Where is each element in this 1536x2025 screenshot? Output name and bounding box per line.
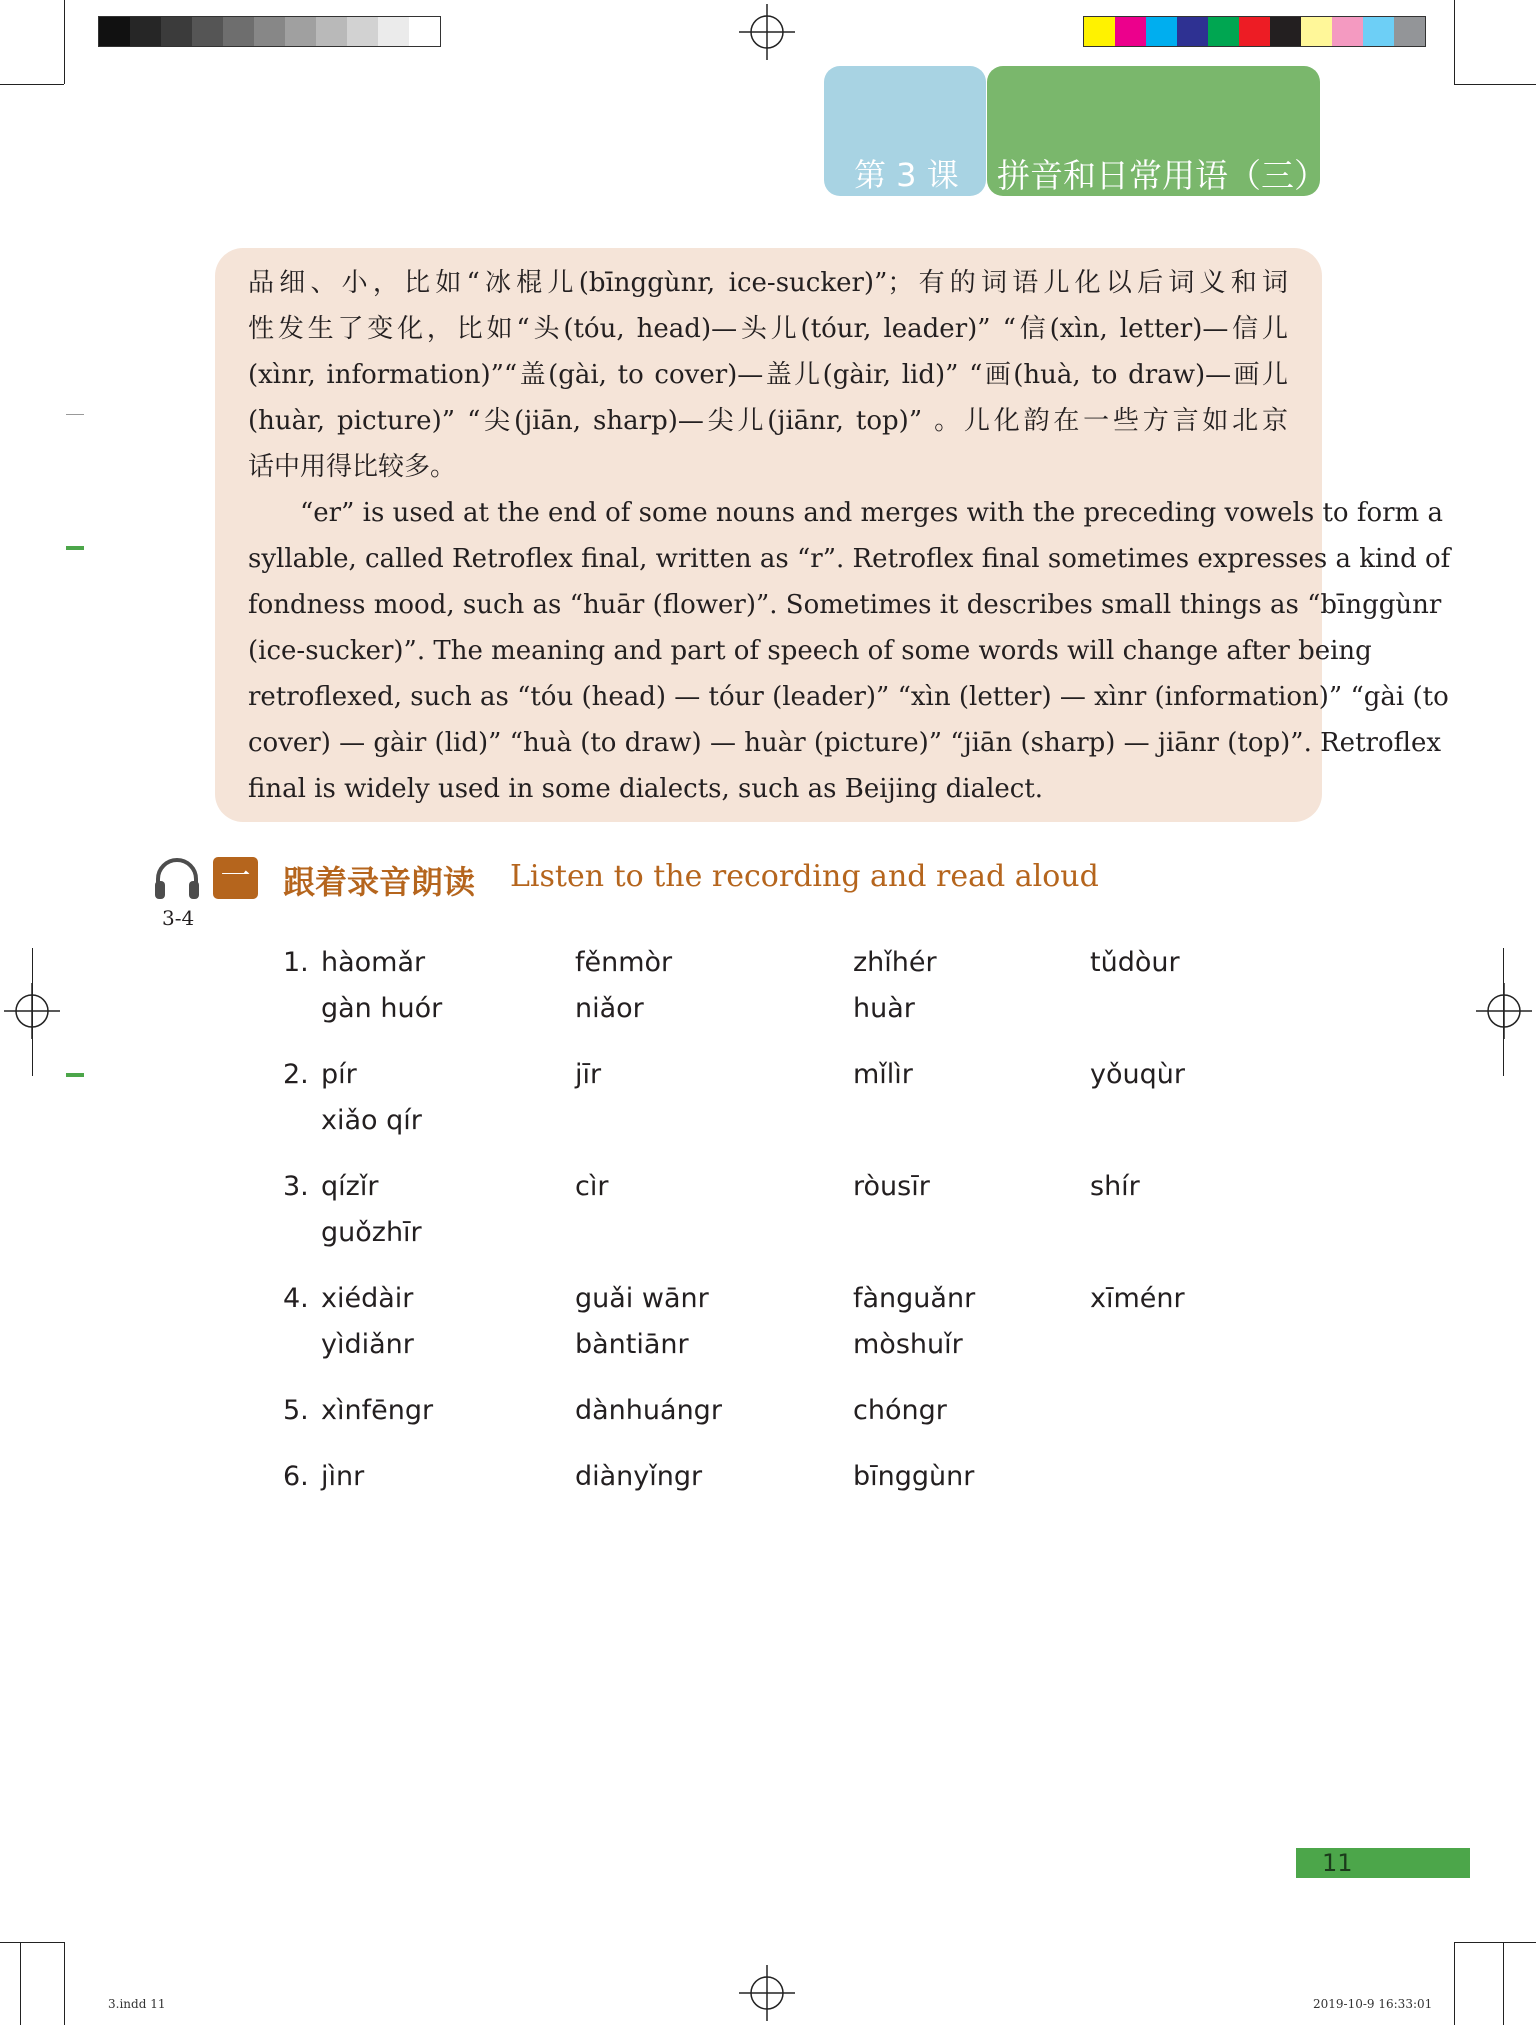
pinyin-word: ròusīr (853, 1171, 930, 1202)
pinyin-word: yìdiǎnr (321, 1329, 414, 1360)
pinyin-word: jīr (575, 1059, 602, 1090)
color-swatch (1208, 17, 1239, 46)
pinyin-word: xiédàir (321, 1283, 414, 1314)
pinyin-word: tǔdòur (1090, 947, 1180, 978)
note-line: 性发生了变化，比如“头(tóu, head)—头儿(tóur, leader)” “信(xìn, letter)—信儿 (248, 314, 1288, 344)
note-line: (xìnr, information)”“盖(gài, to cover)—盖儿(gàir, lid)” “画(huà, to draw)—画儿 (248, 360, 1288, 390)
color-swatch (1363, 17, 1394, 46)
pinyin-word: cìr (575, 1171, 609, 1202)
pinyin-word: yǒuqùr (1090, 1059, 1185, 1090)
gray-swatch (285, 17, 316, 46)
note-line: syllable, called Retroflex final, written as “r”. Retroflex final sometimes expresses a kind of (248, 544, 1451, 574)
pinyin-word: chóngr (853, 1395, 947, 1426)
pinyin-word: fěnmòr (575, 947, 673, 978)
pinyin-word: jìnr (321, 1461, 365, 1492)
color-swatch (1115, 17, 1146, 46)
item-number: 5. (283, 1395, 309, 1426)
margin-tick (66, 414, 84, 415)
crop-mark-right (1503, 948, 1504, 1076)
note-line: fondness mood, such as “huār (flower)”. Sometimes it describes small things as “bīnggùnr (248, 590, 1442, 620)
registration-mark-bottom-icon (739, 1965, 795, 2021)
item-number: 1. (283, 947, 309, 978)
gray-swatch (130, 17, 161, 46)
gray-swatch (192, 17, 223, 46)
registration-mark-right-icon (1476, 983, 1532, 1039)
pinyin-word: qízǐr (321, 1171, 379, 1202)
color-swatch (1239, 17, 1270, 46)
color-swatch (1394, 17, 1425, 46)
color-swatch (1270, 17, 1301, 46)
print-timestamp: 2019-10-9 16:33:01 (1313, 1997, 1433, 2011)
pinyin-word: guǒzhīr (321, 1217, 422, 1248)
note-line: (huàr, picture)” “尖(jiān, sharp)—尖儿(jiānr, top)” 。儿化韵在一些方言如北京 (248, 406, 1288, 436)
pinyin-word: mòshuǐr (853, 1329, 963, 1360)
color-swatch (1301, 17, 1332, 46)
color-swatch (1332, 17, 1363, 46)
note-line: final is widely used in some dialects, such as Beijing dialect. (248, 774, 1044, 804)
pinyin-word: mǐlìr (853, 1059, 913, 1090)
page-number: 11 (1296, 1848, 1470, 1878)
color-bar (1083, 16, 1426, 47)
note-line: cover) — gàir (lid)” “huà (to draw) — huàr (picture)” “jiān (sharp) — jiānr (top)”. Retroflex (248, 728, 1441, 758)
color-swatch (1177, 17, 1208, 46)
pinyin-word: gàn huór (321, 993, 443, 1024)
color-swatch (1146, 17, 1177, 46)
gray-swatch (99, 17, 130, 46)
lesson-title-tab (987, 66, 1327, 196)
note-line: 品细、小，比如“冰棍儿(bīnggùnr, ice-sucker)”；有的词语儿化以后词义和词 (248, 268, 1288, 298)
margin-tick (66, 546, 84, 550)
pinyin-word: xīménr (1090, 1283, 1185, 1314)
gray-swatch (223, 17, 254, 46)
item-number: 4. (283, 1283, 309, 1314)
item-number: 6. (283, 1461, 309, 1492)
margin-tick (66, 1073, 84, 1077)
section-title-english: Listen to the recording and read aloud (510, 859, 1099, 894)
section-number-badge: 一 (213, 857, 258, 899)
headphones-icon[interactable] (152, 853, 202, 903)
gray-swatch (316, 17, 347, 46)
crop-mark-left (32, 948, 33, 1076)
pinyin-word: bīnggùnr (853, 1461, 975, 1492)
pinyin-word: diànyǐngr (575, 1461, 703, 1492)
registration-mark-top-icon (739, 4, 795, 60)
item-number: 3. (283, 1171, 309, 1202)
gray-ramp-bar (98, 16, 441, 47)
pinyin-word: guǎi wānr (575, 1283, 709, 1314)
pinyin-word: pír (321, 1059, 357, 1090)
pinyin-word: huàr (853, 993, 915, 1024)
gray-swatch (161, 17, 192, 46)
pinyin-word: niǎor (575, 993, 644, 1024)
pinyin-word: xiǎo qír (321, 1105, 422, 1136)
lesson-number: 第 3 课 (854, 156, 959, 194)
item-number: 2. (283, 1059, 309, 1090)
note-line: retroflexed, such as “tóu (head) — tóur (leader)” “xìn (letter) — xìnr (information)” “gài (to (248, 682, 1449, 712)
gray-swatch (409, 17, 440, 46)
note-line: (ice-sucker)”. The meaning and part of speech of some words will change after being (248, 636, 1372, 666)
pinyin-word: xìnfēngr (321, 1395, 434, 1426)
pinyin-word: zhǐhér (853, 947, 937, 978)
pinyin-word: hàomǎr (321, 947, 426, 978)
retroflex-explanation-box (215, 248, 1451, 822)
audio-track-number: 3-4 (162, 906, 195, 930)
color-swatch (1084, 17, 1115, 46)
pinyin-word: dànhuángr (575, 1395, 722, 1426)
pinyin-word: shír (1090, 1171, 1140, 1202)
pinyin-word: fànguǎnr (853, 1283, 976, 1314)
section-title-chinese: 跟着录音朗读 (283, 863, 476, 901)
file-slug: 3.indd 11 (108, 1997, 166, 2011)
note-line: “er” is used at the end of some nouns and merges with the preceding vowels to form a (300, 498, 1443, 528)
gray-swatch (378, 17, 409, 46)
gray-swatch (347, 17, 378, 46)
lesson-title: 拼音和日常用语（三） (997, 156, 1327, 195)
note-line: 话中用得比较多。 (248, 452, 457, 482)
gray-swatch (254, 17, 285, 46)
pinyin-word: bàntiānr (575, 1329, 689, 1360)
lesson-number-tab (824, 66, 986, 196)
